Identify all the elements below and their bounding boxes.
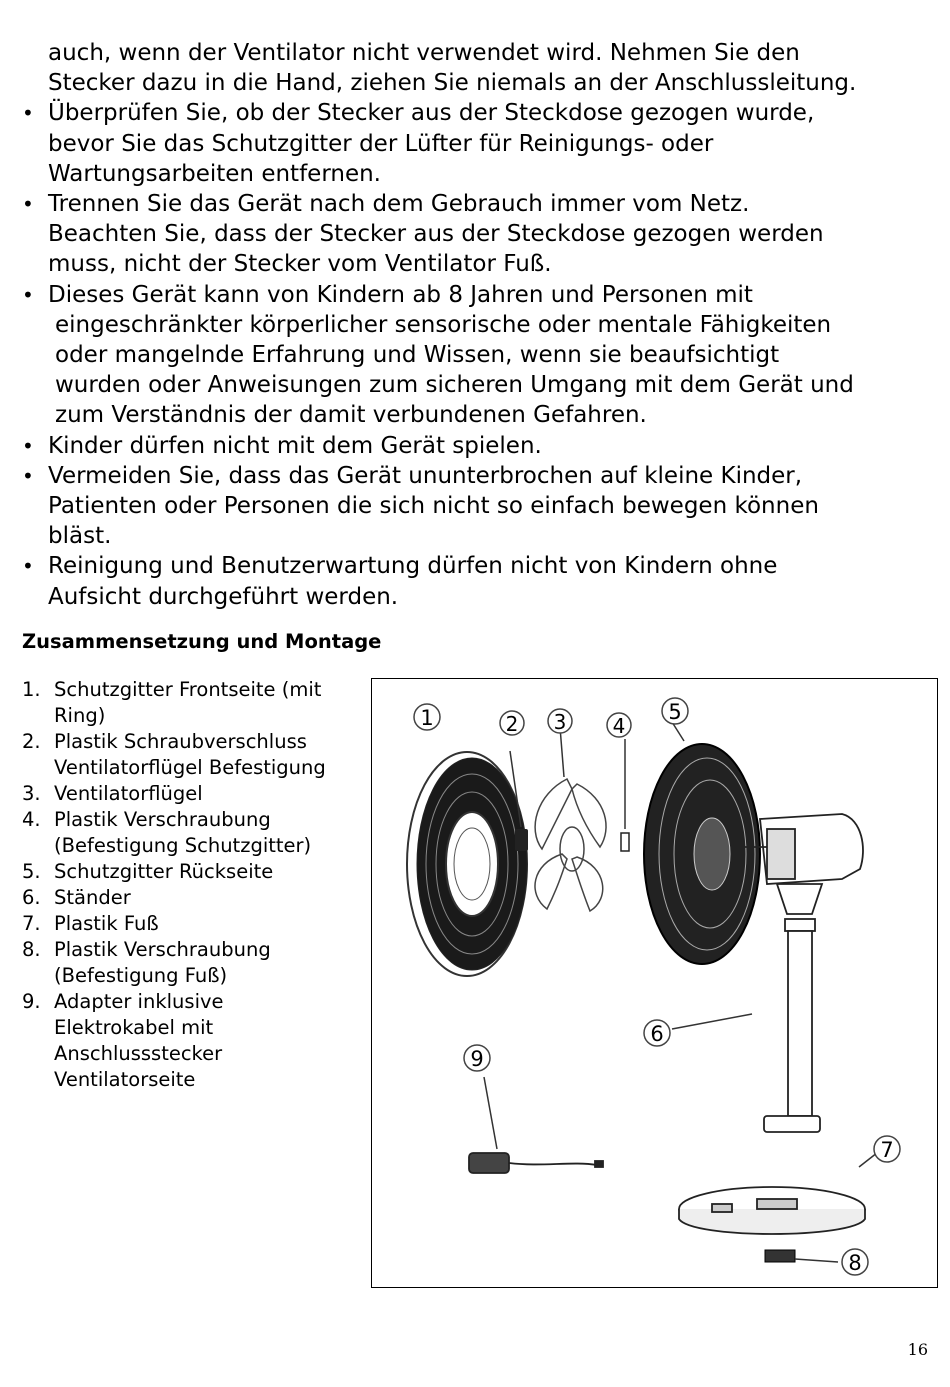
text-line: • Überprüfen Sie, ob der Stecker aus der Steckdose gezogen wurde, <box>48 100 815 127</box>
page-number: 16 <box>907 1340 928 1359</box>
part-label: (Befestigung Schutzgitter) <box>54 834 312 857</box>
callout-4 <box>607 713 631 738</box>
part-number: 2. <box>22 730 41 753</box>
text-line: Aufsicht durchgeführt werden. <box>48 583 399 610</box>
text-line: • Vermeiden Sie, dass das Gerät ununterbrochen auf kleine Kinder, <box>48 462 803 489</box>
part-label: Schutzgitter Frontseite (mit <box>54 678 322 701</box>
text-line: Beachten Sie, dass der Stecker aus der Steckdose gezogen werden <box>48 221 824 248</box>
base-drawing <box>679 1149 882 1234</box>
part-label: Adapter inklusive <box>54 990 224 1013</box>
text-line: • Dieses Gerät kann von Kindern ab 8 Jahren und Personen mit <box>48 281 753 308</box>
fan-exploded-drawing <box>372 679 937 1287</box>
part-item <box>22 729 367 781</box>
bullet-item <box>22 431 937 461</box>
exploded-view-figure <box>371 678 938 1288</box>
part-item <box>22 677 367 729</box>
text-line: eingeschränkter körperlicher sensorische oder mentale Fähigkeiten <box>55 311 832 338</box>
callout-label: 5 <box>668 700 682 724</box>
part-item <box>22 781 367 807</box>
text-line: auch, wenn der Ventilator nicht verwendet wird. Nehmen Sie den <box>48 40 800 66</box>
part-label: Plastik Verschraubung <box>54 938 271 961</box>
part-item <box>22 859 367 885</box>
callout-label: 8 <box>848 1251 862 1275</box>
part-item <box>22 807 367 859</box>
part-label: (Befestigung Fuß) <box>54 964 228 987</box>
part-number: 3. <box>22 782 41 805</box>
part-item <box>22 937 367 989</box>
text-line: Wartungsarbeiten entfernen. <box>48 160 381 187</box>
text-line: wurden oder Anweisungen zum sicheren Umgang mit dem Gerät und <box>55 372 854 399</box>
base-screw-drawing <box>765 1250 838 1262</box>
callout-2 <box>500 711 524 736</box>
part-item <box>22 885 367 911</box>
rear-grille-drawing <box>644 722 760 964</box>
part-label: Anschlussstecker <box>54 1042 223 1065</box>
bullet-item <box>22 280 937 431</box>
callout-label: 2 <box>505 712 519 736</box>
text-line: bevor Sie das Schutzgitter der Lüfter für Reinigungs- oder <box>48 130 714 157</box>
bullet-item <box>22 189 937 280</box>
bullet-item <box>22 551 937 611</box>
part-label: Plastik Fuß <box>54 912 159 935</box>
part-label: Plastik Verschraubung <box>54 808 271 831</box>
text-line: • Trennen Sie das Gerät nach dem Gebrauch immer vom Netz. <box>48 191 750 218</box>
callout-label: 6 <box>650 1022 664 1046</box>
callout-label: 3 <box>553 710 567 734</box>
text-line: Stecker dazu in die Hand, ziehen Sie niemals an der Anschlussleitung. <box>48 70 857 97</box>
text-line: • Kinder dürfen nicht mit dem Gerät spielen. <box>48 432 542 459</box>
continued-paragraph <box>22 38 937 98</box>
text-line: muss, nicht der Stecker vom Ventilator Fuß. <box>48 251 552 278</box>
callout-label: 1 <box>420 706 434 730</box>
callout-5 <box>662 698 688 724</box>
part-item <box>22 989 367 1093</box>
bullet-item <box>22 461 937 552</box>
text-line: zum Verständnis der damit verbundenen Gefahren. <box>55 402 647 429</box>
part-number: 1. <box>22 678 41 701</box>
part-item <box>22 911 367 937</box>
part-number: 4. <box>22 808 41 831</box>
part-label: Ständer <box>54 886 131 909</box>
part-number: 7. <box>22 912 41 935</box>
fan-blade-drawing <box>535 727 606 911</box>
bullet-item <box>22 98 937 189</box>
callout-label: 4 <box>612 714 626 738</box>
callout-9 <box>464 1045 490 1071</box>
part-label: Schutzgitter Rückseite <box>54 860 274 883</box>
callout-label: 7 <box>880 1138 894 1162</box>
callout-6 <box>644 1020 670 1046</box>
text-line: bläst. <box>48 523 112 550</box>
part-label: Ventilatorflügel <box>54 782 203 805</box>
part-label: Elektrokabel mit <box>54 1016 214 1039</box>
part-number: 5. <box>22 860 41 883</box>
adapter-drawing <box>469 1077 603 1173</box>
part-label: Ring) <box>54 704 106 727</box>
callout-7 <box>874 1136 900 1162</box>
part-number: 9. <box>22 990 41 1013</box>
part-number: 6. <box>22 886 41 909</box>
part-label: Ventilatorflügel Befestigung <box>54 756 326 779</box>
callout-8 <box>842 1249 868 1275</box>
section-heading: Zusammensetzung und Montage <box>22 630 382 653</box>
part-label: Plastik Schraubverschluss <box>54 730 307 753</box>
callout-label: 9 <box>470 1047 484 1071</box>
parts-list <box>22 677 367 1093</box>
text-line: • Reinigung und Benutzerwartung dürfen nicht von Kindern ohne <box>48 553 778 580</box>
part-label: Ventilatorseite <box>54 1068 196 1091</box>
motor-head-drawing <box>744 814 863 884</box>
text-line: Patienten oder Personen die sich nicht so einfach bewegen können <box>48 493 819 520</box>
safety-instructions <box>22 38 937 612</box>
callout-1 <box>414 704 440 730</box>
callout-3 <box>548 709 572 734</box>
part-number: 8. <box>22 938 41 961</box>
front-grille-drawing <box>407 752 527 976</box>
grille-screw-drawing <box>621 739 629 851</box>
text-line: oder mangelnde Erfahrung und Wissen, wenn sie beaufsichtigt <box>55 342 780 369</box>
